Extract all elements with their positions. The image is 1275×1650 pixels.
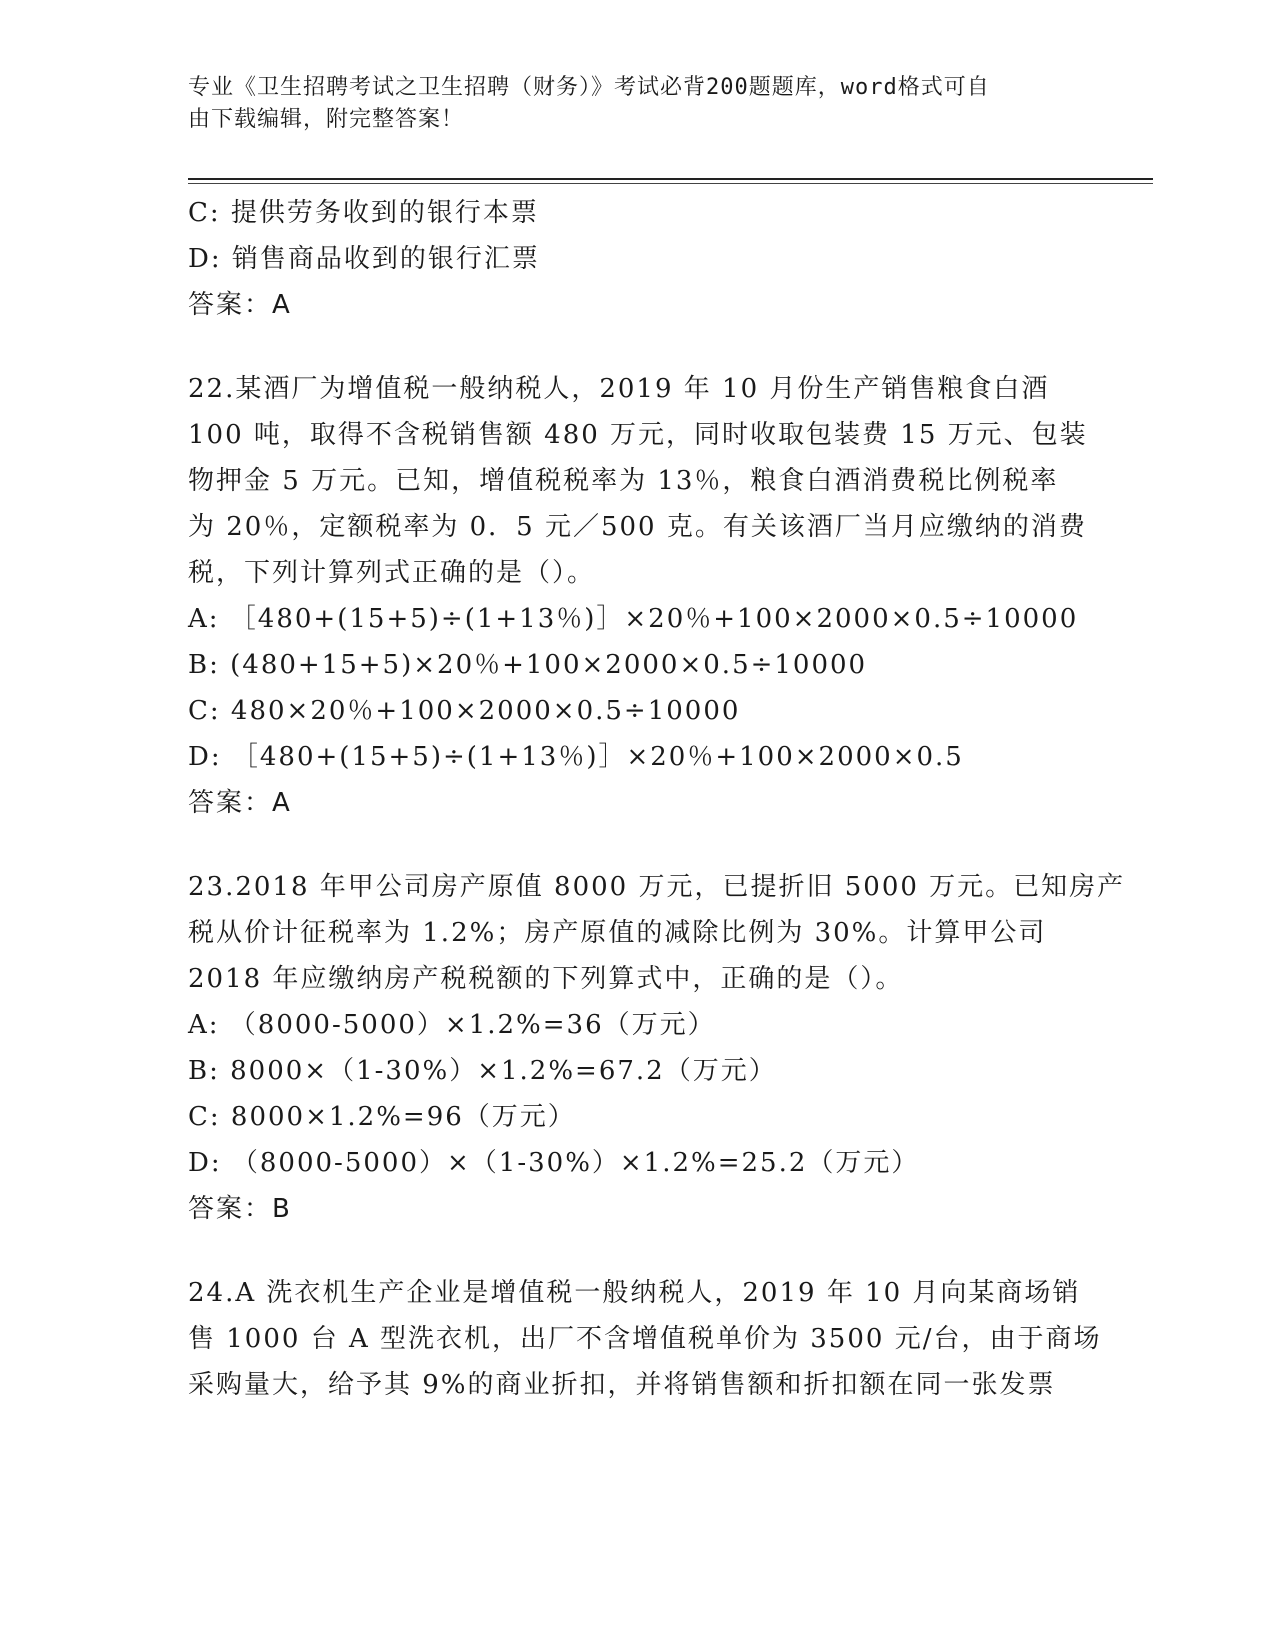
question-stem-line: 为 20％，定额税率为 0．5 元／500 克。有关该酒厂当月应缴纳的消费 bbox=[188, 512, 1087, 542]
option-c: C: 8000×1.2%=96（万元） bbox=[188, 1102, 576, 1132]
option-a: A: ［480+(15+5)÷(1+13％)］×20％+100×2000×0.5÷10000 bbox=[188, 604, 1079, 634]
question-stem-line: 税从价计征税率为 1.2%；房产原值的减除比例为 30%。计算甲公司 bbox=[188, 918, 1047, 948]
question-stem-line: 23.2018 年甲公司房产原值 8000 万元，已提折旧 5000 万元。已知房产 bbox=[188, 872, 1126, 902]
question-stem-line: 22.某酒厂为增值税一般纳税人，2019 年 10 月份生产销售粮食白酒 bbox=[188, 374, 1050, 404]
header-rule-thick bbox=[188, 178, 1153, 180]
header-line-2: 由下载编辑，附完整答案！ bbox=[188, 107, 465, 132]
document-header bbox=[188, 72, 1068, 136]
answer: 答案：B bbox=[188, 1194, 292, 1224]
spacer bbox=[188, 328, 1088, 366]
spacer bbox=[188, 1232, 1088, 1270]
question-stem-line: 2018 年应缴纳房产税税额的下列算式中，正确的是（）。 bbox=[188, 964, 904, 994]
option-d: D: （8000-5000）×（1-30%）×1.2%=25.2（万元） bbox=[188, 1148, 920, 1178]
question-stem-line: 采购量大，给予其 9%的商业折扣，并将销售额和折扣额在同一张发票 bbox=[188, 1370, 1056, 1400]
document-body bbox=[188, 190, 1126, 1408]
question-stem-line: 物押金 5 万元。已知，增值税税率为 13％，粮食白酒消费税比例税率 bbox=[188, 466, 1059, 496]
question-22 bbox=[188, 366, 1088, 826]
question-stem-line: 100 吨，取得不含税销售额 480 万元，同时收取包装费 15 万元、包装 bbox=[188, 420, 1088, 450]
option-a: A: （8000-5000）×1.2%=36（万元） bbox=[188, 1010, 716, 1040]
question-stem-line: 24.A 洗衣机生产企业是增值税一般纳税人，2019 年 10 月向某商场销 bbox=[188, 1278, 1081, 1308]
question-23 bbox=[188, 864, 1126, 1232]
option-c: C: 480×20％+100×2000×0.5÷10000 bbox=[188, 696, 741, 726]
option-b: B: 8000×（1-30%）×1.2%=67.2（万元） bbox=[188, 1056, 777, 1086]
spacer bbox=[188, 826, 1088, 864]
option-d: D: 销售商品收到的银行汇票 bbox=[188, 244, 540, 274]
question-stem-line: 税，下列计算列式正确的是（）。 bbox=[188, 558, 596, 588]
answer: 答案：A bbox=[188, 290, 292, 320]
header-rule-thin bbox=[188, 183, 1153, 184]
question-24 bbox=[188, 1270, 1102, 1408]
question-21-tail bbox=[188, 190, 1088, 328]
header-line-1: 专业《卫生招聘考试之卫生招聘（财务）》考试必背200题题库，word格式可自 bbox=[188, 75, 990, 100]
answer: 答案：A bbox=[188, 788, 292, 818]
question-stem-line: 售 1000 台 A 型洗衣机，出厂不含增值税单价为 3500 元/台，由于商场 bbox=[188, 1324, 1102, 1354]
option-c: C: 提供劳务收到的银行本票 bbox=[188, 198, 539, 228]
option-d: D: ［480+(15+5)÷(1+13％)］×20％+100×2000×0.5 bbox=[188, 742, 964, 772]
option-b: B: (480+15+5)×20％+100×2000×0.5÷10000 bbox=[188, 650, 868, 680]
